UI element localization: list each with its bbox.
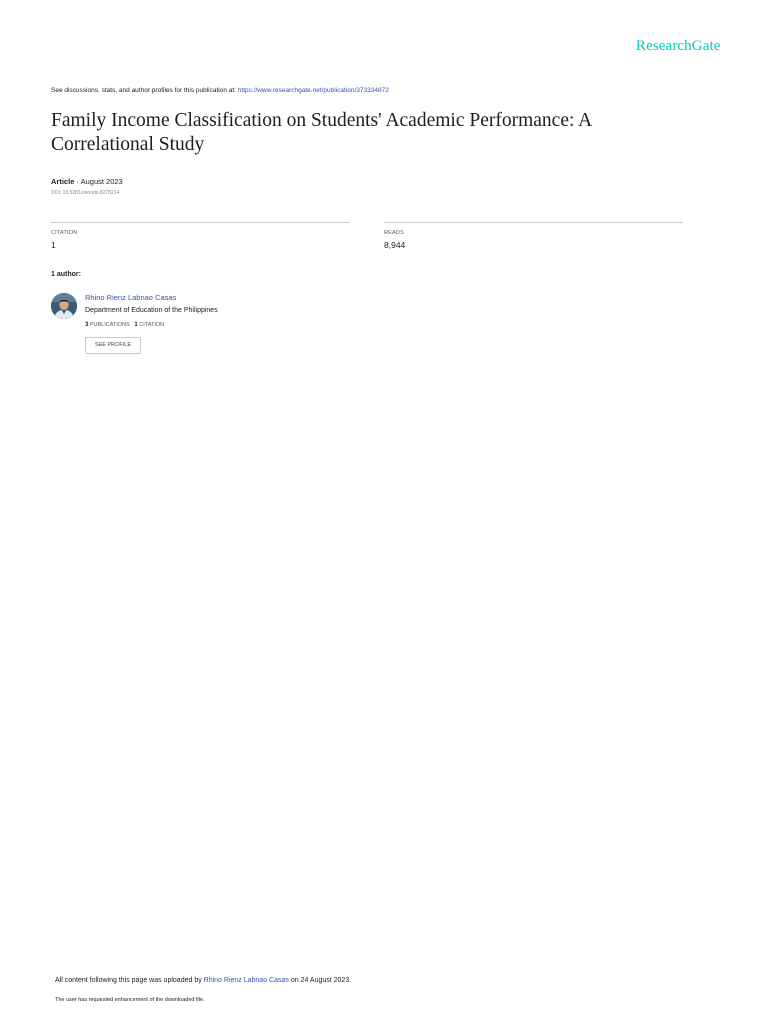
publication-link[interactable]: https://www.researchgate.net/publication/373334872 <box>237 87 389 94</box>
reads-label: READS <box>384 230 404 236</box>
citation-value: 1 <box>51 240 56 250</box>
author-name-link[interactable]: Rhino Rienz Labnao Casas <box>85 293 177 302</box>
author-photo-icon <box>51 293 77 319</box>
author-stats <box>85 322 164 328</box>
researchgate-logo[interactable]: ResearchGate <box>636 38 721 54</box>
uploader-link[interactable]: Rhino Rienz Labnao Casas <box>203 977 289 984</box>
citation-label: CITATION <box>51 230 78 236</box>
reads-value: 8,944 <box>384 240 406 250</box>
enhancement-note: The user has requested enhancement of the downloaded file. <box>55 997 205 1003</box>
author-publications-count: 3 <box>85 322 89 328</box>
citation-divider <box>51 222 350 223</box>
publication-doi: DOI: 10.5281/zenodo.8278214 <box>51 190 120 196</box>
publication-meta <box>51 177 123 186</box>
publication-date: · August 2023 <box>74 177 123 186</box>
publication-type: Article <box>51 177 75 186</box>
upload-notice <box>55 977 351 984</box>
author-publications-label: PUBLICATIONS <box>89 322 130 328</box>
author-citations-label: CITATION <box>139 322 165 328</box>
author-avatar[interactable] <box>51 293 77 319</box>
upload-prefix: All content following this page was uploaded by <box>55 977 204 984</box>
authors-heading: 1 author: <box>51 271 81 278</box>
reads-divider <box>384 222 683 223</box>
upload-suffix: on 24 August 2023. <box>288 977 352 984</box>
discussion-text: See discussions, stats, and author profiles for this publication at: <box>51 87 238 94</box>
discussion-line <box>51 87 389 94</box>
publication-title: Family Income Classification on Students' Academic Performance: A Correlational Study <box>51 110 592 155</box>
see-profile-button[interactable]: SEE PROFILE <box>85 337 141 354</box>
author-citations-count: 1 <box>134 322 138 328</box>
author-affiliation: Department of Education of the Philippines <box>85 307 218 314</box>
